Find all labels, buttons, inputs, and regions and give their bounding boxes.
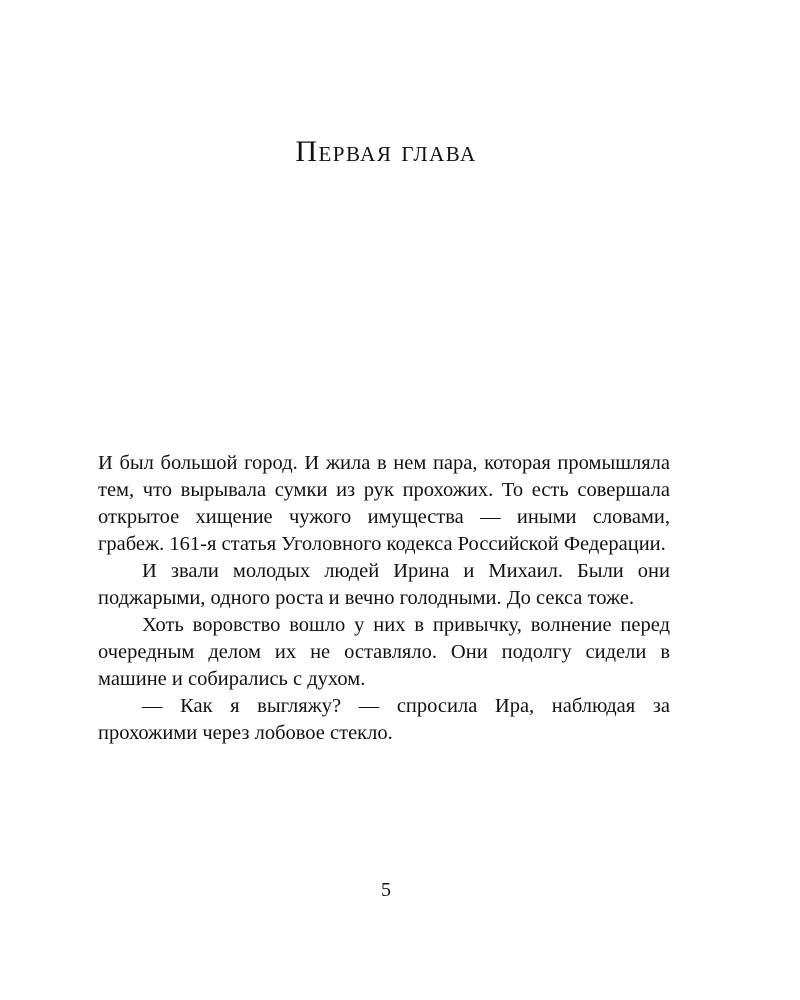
paragraph-2: И звали молодых людей Ирина и Михаил. Были они поджарыми, одного роста и вечно голодными. До секса тоже. xyxy=(98,560,670,609)
page-number: 5 xyxy=(381,879,391,901)
chapter-body xyxy=(98,450,670,747)
chapter-title: Первая глава xyxy=(295,135,477,168)
paragraph-1: И был большой город. И жила в нем пара, которая промышляла тем, что вырывала сумки из рук прохожих. То есть совершала открытое хищение чужого имущества — иными словами, грабеж. 161-я статья Уголовного кодекса Российской Федерации. xyxy=(98,452,670,555)
paragraph-3: Хоть воровство вошло у них в привычку, волнение перед очередным делом их не оставляло. Они подолгу сидели в машине и собирались с духом. xyxy=(98,614,670,690)
paragraph-4: — Как я выгляжу? — спросила Ира, наблюдая за прохожими через лобовое стекло. xyxy=(98,695,670,744)
